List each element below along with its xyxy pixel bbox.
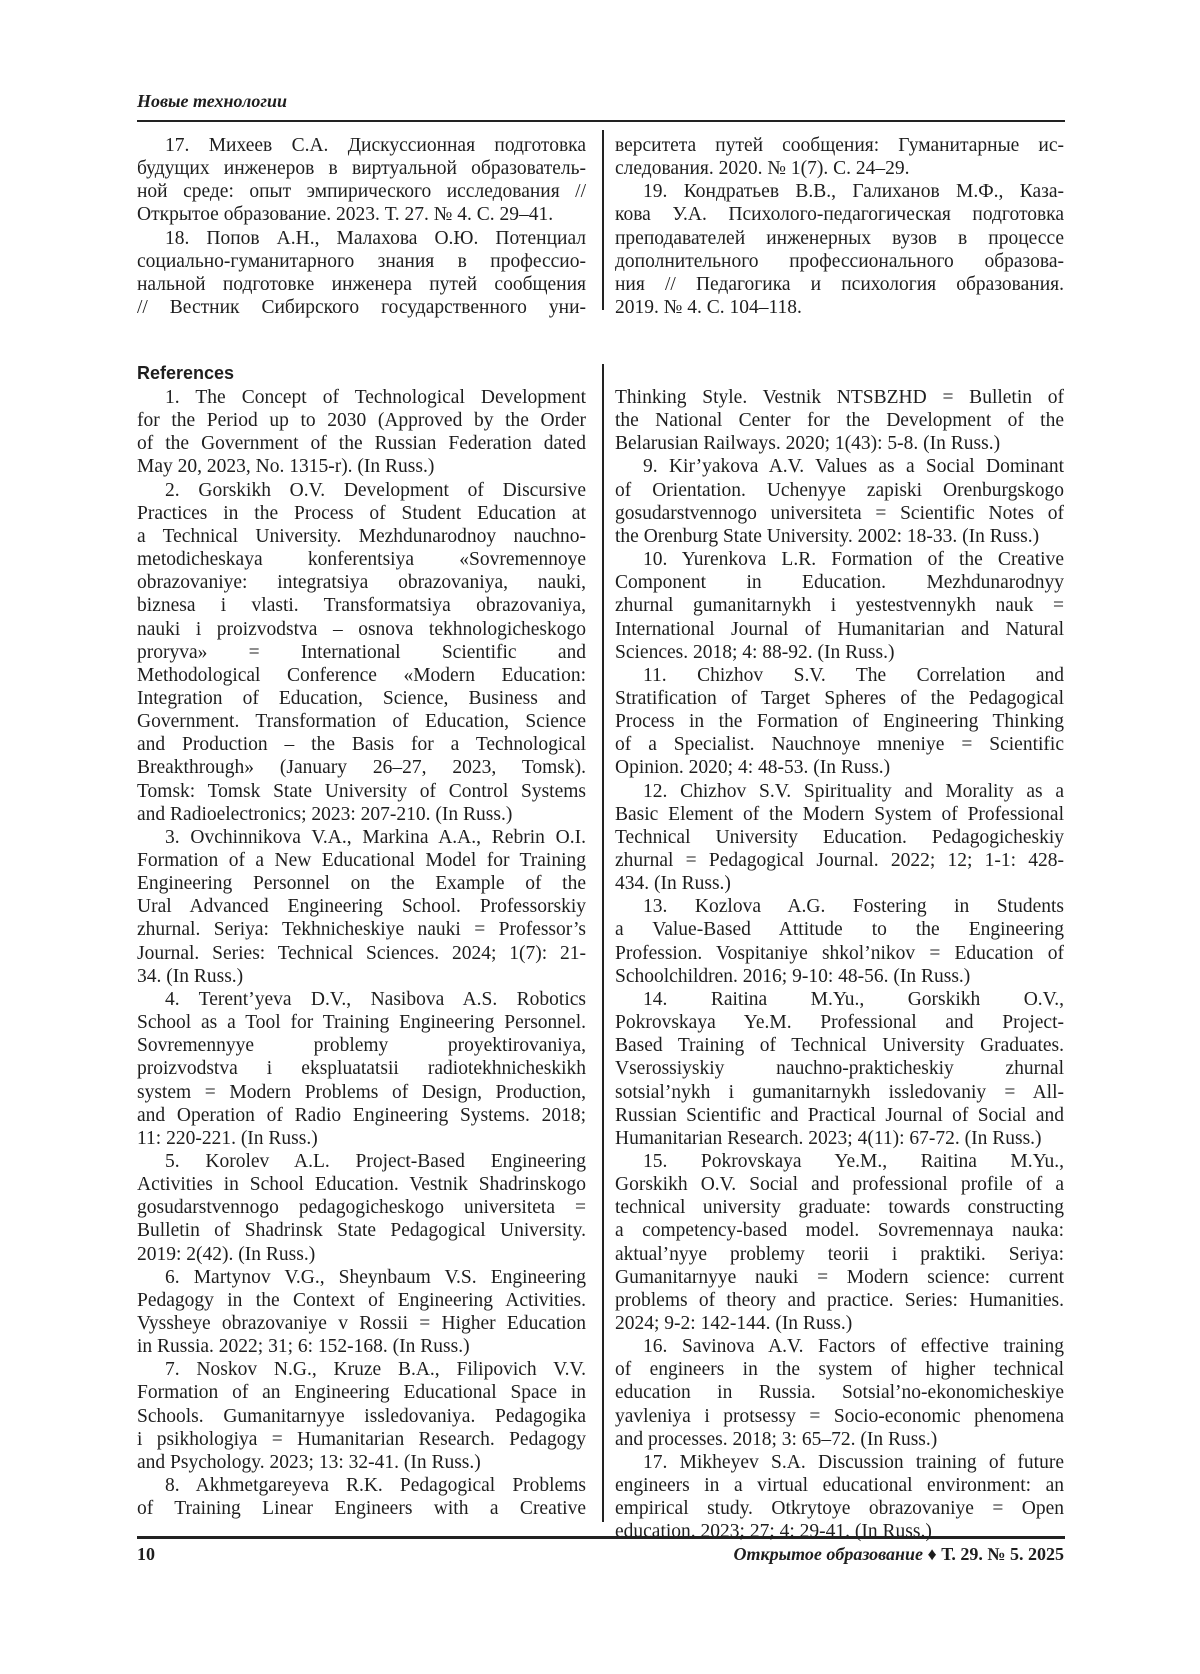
reference-line: Breakthrough» (January 26–27, 2023, Tomsk).: [137, 756, 586, 779]
reference-line: and Production – the Basis for a Technological: [137, 733, 586, 756]
reference-line: zhurnal gumanitarnykh i yestestvennykh nauk =: [615, 594, 1064, 617]
reference-line: Formation of a New Educational Model for Training: [137, 849, 586, 872]
footer-journal-info: [733, 1544, 1064, 1565]
reference-line: Practices in the Process of Student Education at: [137, 502, 586, 525]
reference-line: Vyssheye obrazovaniye v Rossii = Higher Education: [137, 1312, 586, 1335]
reference-line: proryva» = International Scientific and: [137, 641, 586, 664]
reference-line: Humanitarian Research. 2023; 4(11): 67-72. (In Russ.): [615, 1127, 1064, 1150]
reference-line: empirical study. Otkrytoye obrazovaniye = Open: [615, 1497, 1064, 1520]
reference-line: obrazovaniye: integratsiya obrazovaniya, nauki,: [137, 571, 586, 594]
reference-line: Schools. Gumanitarnyye issledovaniya. Pedagogika: [137, 1405, 586, 1428]
reference-line: Thinking Style. Vestnik NTSBZHD = Bulletin of: [615, 386, 1064, 409]
reference-line: 17. Михеев С.А. Дискуссионная подготовка: [165, 134, 586, 157]
reference-line: ной среде: опыт эмпирического исследования //: [137, 180, 586, 203]
reference-line: кова У.А. Психолого-педагогическая подготовка: [615, 203, 1064, 226]
reference-line: Stratification of Target Spheres of the Pedagogical: [615, 687, 1064, 710]
reference-line: Process in the Formation of Engineering Thinking: [615, 710, 1064, 733]
reference-line: system = Modern Problems of Design, Production,: [137, 1081, 586, 1104]
reference-line: i psikhologiya = Humanitarian Research. Pedagogy: [137, 1428, 586, 1451]
reference-line: School as a Tool for Training Engineering Personnel.: [137, 1011, 586, 1034]
reference-line: нальной подготовке инженера путей сообщения: [137, 273, 586, 296]
journal-page: [0, 0, 1200, 1674]
reference-line: a Value-Based Attitude to the Engineering: [615, 918, 1064, 941]
reference-line: Government. Transformation of Education, Science: [137, 710, 586, 733]
reference-line: социально-гуманитарного знания в профессио-: [137, 250, 586, 273]
reference-line: следования. 2020. № 1(7). С. 24–29.: [615, 157, 1064, 180]
reference-line: technical university graduate: towards constructing: [615, 1196, 1064, 1219]
reference-line: yavleniya i protsessy = Socio-economic phenomena: [615, 1405, 1064, 1428]
reference-line: International Journal of Humanitarian and Natural: [615, 618, 1064, 641]
reference-line: metodicheskaya konferentsiya «Sovremennoye: [137, 548, 586, 571]
reference-line: Tomsk: Tomsk State University of Control Systems: [137, 780, 586, 803]
reference-line: and Radioelectronics; 2023: 207-210. (In Russ.): [137, 803, 586, 826]
reference-line: // Вестник Сибирского государственного уни-: [137, 296, 586, 319]
reference-line: 2019: 2(42). (In Russ.): [137, 1243, 586, 1266]
reference-line: Schoolchildren. 2016; 9-10: 48-56. (In Russ.): [615, 965, 1064, 988]
reference-line: of a Specialist. Nauchnoye mneniye = Scientific: [615, 733, 1064, 756]
reference-line: верситета путей сообщения: Гуманитарные ис-: [615, 134, 1064, 157]
reference-line: zhurnal = Pedagogical Journal. 2022; 12; 1-1: 428-: [615, 849, 1064, 872]
reference-line: Opinion. 2020; 4: 48-53. (In Russ.): [615, 756, 1064, 779]
reference-line: будущих инженеров в виртуальной образователь-: [137, 157, 586, 180]
reference-line: 434. (In Russ.): [615, 872, 1064, 895]
reference-line: 15. Pokrovskaya Ye.M., Raitina M.Yu.,: [643, 1150, 1064, 1173]
reference-line: Gumanitarnyye nauki = Modern science: current: [615, 1266, 1064, 1289]
reference-line: Gorskikh O.V. Social and professional profile of a: [615, 1173, 1064, 1196]
journal-name: Открытое образование: [733, 1544, 923, 1564]
reference-line: 17. Mikheyev S.A. Discussion training of future: [643, 1451, 1064, 1474]
column-divider: [602, 130, 604, 310]
reference-line: Journal. Series: Technical Sciences. 2024; 1(7): 21-: [137, 942, 586, 965]
reference-line: 5. Korolev A.L. Project-Based Engineering: [165, 1150, 586, 1173]
reference-line: 13. Kozlova A.G. Fostering in Students: [643, 895, 1064, 918]
reference-line: of Training Linear Engineers with a Creative: [137, 1497, 586, 1520]
reference-line: nauki i proizvodstva – osnova tekhnologicheskogo: [137, 618, 586, 641]
reference-line: of engineers in the system of higher technical: [615, 1358, 1064, 1381]
reference-line: zhurnal. Seriya: Tekhnicheskiye nauki = Professor’s: [137, 918, 586, 941]
reference-line: May 20, 2023, No. 1315-r). (In Russ.): [137, 455, 586, 478]
reference-line: Russian Scientific and Practical Journal of Social and: [615, 1104, 1064, 1127]
reference-line: преподавателей инженерных вузов в процессе: [615, 227, 1064, 250]
reference-line: biznesa i vlasti. Transformatsiya obrazovaniya,: [137, 594, 586, 617]
reference-line: 6. Martynov V.G., Sheynbaum V.S. Engineering: [165, 1266, 586, 1289]
reference-line: Pokrovskaya Ye.M. Professional and Project-: [615, 1011, 1064, 1034]
page-number: 10: [137, 1544, 155, 1565]
references-heading: References: [137, 363, 234, 384]
reference-line: Technical University Education. Pedagogicheskiy: [615, 826, 1064, 849]
reference-line: and Operation of Radio Engineering Systems. 2018;: [137, 1104, 586, 1127]
reference-line: gosudarstvennogo pedagogicheskogo universiteta =: [137, 1196, 586, 1219]
reference-line: the National Center for the Development of the: [615, 409, 1064, 432]
reference-line: 11. Chizhov S.V. The Correlation and: [643, 664, 1064, 687]
reference-line: of the Government of the Russian Federation dated: [137, 432, 586, 455]
reference-line: for the Period up to 2030 (Approved by the Order: [137, 409, 586, 432]
reference-line: 7. Noskov N.G., Kruze B.A., Filipovich V.V.: [165, 1358, 586, 1381]
reference-line: proizvodstva i ekspluatatsii radiotekhnicheskikh: [137, 1057, 586, 1080]
reference-line: education. 2023; 27; 4: 29-41. (In Russ.): [615, 1520, 1064, 1543]
reference-line: of Orientation. Uchenyye zapiski Orenburgskogo: [615, 479, 1064, 502]
reference-line: Formation of an Engineering Educational Space in: [137, 1381, 586, 1404]
reference-line: Ural Advanced Engineering School. Professorskiy: [137, 895, 586, 918]
reference-line: problems of theory and practice. Series: Humanities.: [615, 1289, 1064, 1312]
reference-line: Basic Element of the Modern System of Professional: [615, 803, 1064, 826]
reference-line: in Russia. 2022; 31; 6: 152-168. (In Russ.): [137, 1335, 586, 1358]
diamond-separator-icon: ♦: [928, 1544, 937, 1564]
reference-line: 14. Raitina M.Yu., Gorskikh O.V.,: [643, 988, 1064, 1011]
reference-line: 9. Kir’yakova A.V. Values as a Social Dominant: [643, 455, 1064, 478]
reference-line: 1. The Concept of Technological Development: [165, 386, 586, 409]
reference-line: Vserossiyskiy nauchno-prakticheskiy zhurnal: [615, 1057, 1064, 1080]
reference-line: 11: 220-221. (In Russ.): [137, 1127, 586, 1150]
running-head-section-title: Новые технологии: [137, 91, 287, 112]
reference-line: aktual’nyye problemy teorii i praktiki. Seriya:: [615, 1243, 1064, 1266]
reference-line: Component in Education. Mezhdunarodnyy: [615, 571, 1064, 594]
reference-line: Sovremennyye problemy proyektirovaniya,: [137, 1034, 586, 1057]
reference-line: дополнительного профессионального образова-: [615, 250, 1064, 273]
reference-line: and Psychology. 2023; 13: 32-41. (In Russ.): [137, 1451, 586, 1474]
reference-line: 8. Akhmetgareyeva R.K. Pedagogical Problems: [165, 1474, 586, 1497]
footer-rule: [137, 1536, 1065, 1539]
reference-line: a Technical University. Mezhdunarodnoy nauchno-: [137, 525, 586, 548]
reference-line: 34. (In Russ.): [137, 965, 586, 988]
reference-line: the Orenburg State University. 2002: 18-33. (In Russ.): [615, 525, 1064, 548]
reference-line: Activities in School Education. Vestnik Shadrinskogo: [137, 1173, 586, 1196]
journal-issue: Т. 29. № 5. 2025: [941, 1544, 1064, 1564]
reference-line: 2019. № 4. С. 104–118.: [615, 296, 1064, 319]
reference-line: 16. Savinova A.V. Factors of effective training: [643, 1335, 1064, 1358]
reference-line: Bulletin of Shadrinsk State Pedagogical University.: [137, 1219, 586, 1242]
reference-line: 3. Ovchinnikova V.A., Markina A.A., Rebrin O.I.: [165, 826, 586, 849]
reference-line: Открытое образование. 2023. Т. 27. № 4. С. 29–41.: [137, 203, 586, 226]
reference-line: 19. Кондратьев В.В., Галиханов М.Ф., Каза-: [643, 180, 1064, 203]
column-divider: [602, 364, 604, 1522]
reference-line: engineers in a virtual educational environment: an: [615, 1474, 1064, 1497]
reference-line: ния // Педагогика и психология образования.: [615, 273, 1064, 296]
reference-line: and processes. 2018; 3: 65–72. (In Russ.): [615, 1428, 1064, 1451]
reference-line: Sciences. 2018; 4: 88-92. (In Russ.): [615, 641, 1064, 664]
reference-line: Integration of Education, Science, Business and: [137, 687, 586, 710]
reference-line: a competency-based model. Sovremennaya nauka:: [615, 1219, 1064, 1242]
reference-line: 12. Chizhov S.V. Spirituality and Morality as a: [643, 780, 1064, 803]
reference-line: sotsial’nykh i gumanitarnykh issledovaniy = All-: [615, 1081, 1064, 1104]
reference-line: gosudarstvennogo universiteta = Scientific Notes of: [615, 502, 1064, 525]
reference-line: Engineering Personnel on the Example of the: [137, 872, 586, 895]
reference-line: Based Training of Technical University Graduates.: [615, 1034, 1064, 1057]
reference-line: Profession. Vospitaniye shkol’nikov = Education of: [615, 942, 1064, 965]
reference-line: Belarusian Railways. 2020; 1(43): 5-8. (In Russ.): [615, 432, 1064, 455]
reference-line: Methodological Conference «Modern Education:: [137, 664, 586, 687]
reference-line: 4. Terent’yeva D.V., Nasibova A.S. Robotics: [165, 988, 586, 1011]
reference-line: Pedagogy in the Context of Engineering Activities.: [137, 1289, 586, 1312]
reference-line: 2. Gorskikh O.V. Development of Discursive: [165, 479, 586, 502]
reference-line: 10. Yurenkova L.R. Formation of the Creative: [643, 548, 1064, 571]
reference-line: 2024; 9-2: 142-144. (In Russ.): [615, 1312, 1064, 1335]
reference-line: education in Russia. Sotsial’no-ekonomicheskiye: [615, 1381, 1064, 1404]
reference-line: 18. Попов А.Н., Малахова О.Ю. Потенциал: [165, 227, 586, 250]
header-rule: [137, 120, 1065, 122]
